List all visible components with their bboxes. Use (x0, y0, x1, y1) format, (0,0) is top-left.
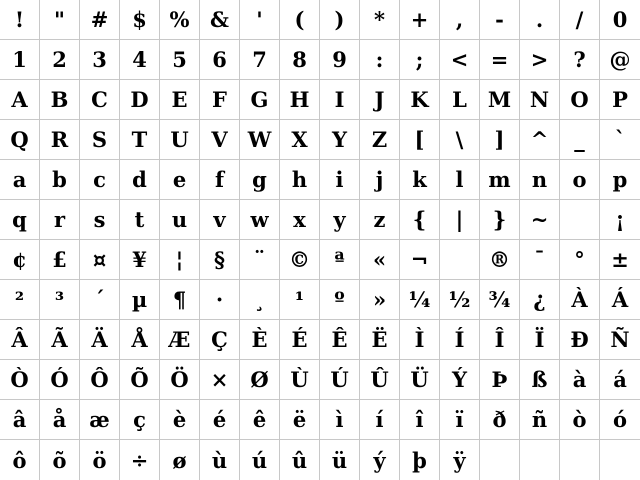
glyph-cell[interactable]: © (280, 240, 320, 280)
glyph-cell[interactable]: R (40, 120, 80, 160)
glyph-cell[interactable]: Z (360, 120, 400, 160)
glyph-cell[interactable]: / (560, 0, 600, 40)
glyph-cell[interactable]: ¨ (240, 240, 280, 280)
glyph-cell[interactable]: ® (480, 240, 520, 280)
glyph-cell[interactable]: ÷ (120, 440, 160, 480)
glyph-cell[interactable]: ë (280, 400, 320, 440)
glyph-cell[interactable]: ò (560, 400, 600, 440)
glyph-cell[interactable]: M (480, 80, 520, 120)
glyph-cell[interactable]: { (400, 200, 440, 240)
glyph-cell[interactable]: à (560, 360, 600, 400)
glyph-cell[interactable]: ! (0, 0, 40, 40)
glyph-cell[interactable]: ÿ (440, 440, 480, 480)
glyph-cell[interactable]: ì (320, 400, 360, 440)
glyph-cell[interactable]: d (120, 160, 160, 200)
glyph-cell[interactable]: L (440, 80, 480, 120)
glyph-cell[interactable]: S (80, 120, 120, 160)
glyph-cell[interactable]: Ð (560, 320, 600, 360)
glyph-cell[interactable]: A (0, 80, 40, 120)
glyph-cell[interactable]: õ (40, 440, 80, 480)
glyph-cell[interactable]: × (200, 360, 240, 400)
glyph-cell[interactable]: 7 (240, 40, 280, 80)
glyph-cell[interactable]: | (440, 200, 480, 240)
glyph-cell[interactable]: ¢ (0, 240, 40, 280)
glyph-cell[interactable]: Y (320, 120, 360, 160)
glyph-cell[interactable]: f (200, 160, 240, 200)
glyph-cell[interactable]: 5 (160, 40, 200, 80)
glyph-cell[interactable]: È (240, 320, 280, 360)
glyph-cell[interactable]: æ (80, 400, 120, 440)
glyph-cell[interactable] (520, 440, 560, 480)
glyph-cell[interactable]: É (280, 320, 320, 360)
glyph-cell[interactable]: 9 (320, 40, 360, 80)
glyph-cell[interactable] (440, 240, 480, 280)
glyph-cell[interactable]: Ø (240, 360, 280, 400)
glyph-cell[interactable]: I (320, 80, 360, 120)
glyph-cell[interactable]: ü (320, 440, 360, 480)
glyph-cell[interactable]: ^ (520, 120, 560, 160)
glyph-cell[interactable]: m (480, 160, 520, 200)
glyph-cell[interactable]: µ (120, 280, 160, 320)
glyph-cell[interactable]: z (360, 200, 400, 240)
glyph-cell[interactable]: ¥ (120, 240, 160, 280)
glyph-cell[interactable]: Q (0, 120, 40, 160)
glyph-cell[interactable]: Ã (40, 320, 80, 360)
glyph-cell[interactable]: å (40, 400, 80, 440)
glyph-cell[interactable]: ½ (440, 280, 480, 320)
glyph-cell[interactable]: h (280, 160, 320, 200)
glyph-cell[interactable]: ] (480, 120, 520, 160)
glyph-cell[interactable]: . (520, 0, 560, 40)
glyph-cell[interactable]: N (520, 80, 560, 120)
glyph-cell[interactable]: ¼ (400, 280, 440, 320)
glyph-cell[interactable] (560, 200, 600, 240)
glyph-cell[interactable]: T (120, 120, 160, 160)
glyph-cell[interactable] (600, 440, 640, 480)
glyph-cell[interactable]: ¿ (520, 280, 560, 320)
glyph-cell[interactable]: Ì (400, 320, 440, 360)
glyph-cell[interactable]: Ô (80, 360, 120, 400)
glyph-cell[interactable]: ö (80, 440, 120, 480)
glyph-cell[interactable]: Â (0, 320, 40, 360)
glyph-cell[interactable]: ¹ (280, 280, 320, 320)
glyph-cell[interactable]: " (40, 0, 80, 40)
glyph-cell[interactable]: ` (600, 120, 640, 160)
glyph-cell[interactable]: P (600, 80, 640, 120)
glyph-cell[interactable]: ª (320, 240, 360, 280)
glyph-cell[interactable]: s (80, 200, 120, 240)
glyph-cell[interactable]: ± (600, 240, 640, 280)
glyph-cell[interactable]: Ñ (600, 320, 640, 360)
glyph-cell[interactable]: 1 (0, 40, 40, 80)
glyph-cell[interactable]: ~ (520, 200, 560, 240)
glyph-cell[interactable]: » (360, 280, 400, 320)
glyph-cell[interactable]: n (520, 160, 560, 200)
glyph-cell[interactable]: W (240, 120, 280, 160)
glyph-cell[interactable]: í (360, 400, 400, 440)
glyph-cell[interactable]: ; (400, 40, 440, 80)
glyph-cell[interactable]: ¤ (80, 240, 120, 280)
glyph-cell[interactable]: g (240, 160, 280, 200)
glyph-cell[interactable]: # (80, 0, 120, 40)
glyph-cell[interactable]: ¾ (480, 280, 520, 320)
glyph-cell[interactable]: i (320, 160, 360, 200)
glyph-cell[interactable]: £ (40, 240, 80, 280)
glyph-cell[interactable]: ô (0, 440, 40, 480)
glyph-cell[interactable]: t (120, 200, 160, 240)
glyph-cell[interactable]: ú (240, 440, 280, 480)
glyph-cell[interactable]: Á (600, 280, 640, 320)
glyph-cell[interactable]: B (40, 80, 80, 120)
glyph-cell[interactable]: H (280, 80, 320, 120)
glyph-cell[interactable]: Î (480, 320, 520, 360)
glyph-cell[interactable]: 2 (40, 40, 80, 80)
glyph-cell[interactable]: Ù (280, 360, 320, 400)
glyph-cell[interactable]: ý (360, 440, 400, 480)
glyph-cell[interactable]: Æ (160, 320, 200, 360)
glyph-cell[interactable]: § (200, 240, 240, 280)
glyph-cell[interactable]: Õ (120, 360, 160, 400)
glyph-cell[interactable]: ¸ (240, 280, 280, 320)
glyph-cell[interactable]: , (440, 0, 480, 40)
glyph-cell[interactable]: e (160, 160, 200, 200)
glyph-cell[interactable]: Å (120, 320, 160, 360)
glyph-cell[interactable]: ° (560, 240, 600, 280)
glyph-cell[interactable]: r (40, 200, 80, 240)
glyph-cell[interactable]: D (120, 80, 160, 120)
glyph-cell[interactable]: Þ (480, 360, 520, 400)
glyph-cell[interactable]: 0 (600, 0, 640, 40)
glyph-cell[interactable]: ù (200, 440, 240, 480)
glyph-cell[interactable]: 6 (200, 40, 240, 80)
glyph-cell[interactable]: ï (440, 400, 480, 440)
glyph-cell[interactable]: 8 (280, 40, 320, 80)
glyph-cell[interactable]: Í (440, 320, 480, 360)
glyph-cell[interactable]: < (440, 40, 480, 80)
glyph-cell[interactable]: « (360, 240, 400, 280)
glyph-cell[interactable]: ´ (80, 280, 120, 320)
glyph-cell[interactable]: Ä (80, 320, 120, 360)
glyph-cell[interactable]: F (200, 80, 240, 120)
glyph-cell[interactable]: x (280, 200, 320, 240)
glyph-cell[interactable]: þ (400, 440, 440, 480)
glyph-cell[interactable]: ¯ (520, 240, 560, 280)
glyph-cell[interactable]: * (360, 0, 400, 40)
glyph-cell[interactable]: c (80, 160, 120, 200)
glyph-cell[interactable] (480, 440, 520, 480)
glyph-cell[interactable]: C (80, 80, 120, 120)
glyph-cell[interactable]: ß (520, 360, 560, 400)
glyph-cell[interactable]: v (200, 200, 240, 240)
glyph-cell[interactable]: $ (120, 0, 160, 40)
glyph-cell[interactable]: U (160, 120, 200, 160)
glyph-cell[interactable] (560, 440, 600, 480)
glyph-cell[interactable]: Ú (320, 360, 360, 400)
glyph-cell[interactable]: & (200, 0, 240, 40)
glyph-cell[interactable]: Ü (400, 360, 440, 400)
glyph-cell[interactable]: ñ (520, 400, 560, 440)
glyph-cell[interactable]: 3 (80, 40, 120, 80)
glyph-cell[interactable]: j (360, 160, 400, 200)
glyph-cell[interactable]: á (600, 360, 640, 400)
glyph-cell[interactable]: o (560, 160, 600, 200)
glyph-cell[interactable]: a (0, 160, 40, 200)
glyph-cell[interactable]: Ý (440, 360, 480, 400)
glyph-cell[interactable]: Ë (360, 320, 400, 360)
glyph-cell[interactable]: - (480, 0, 520, 40)
glyph-cell[interactable]: \ (440, 120, 480, 160)
glyph-cell[interactable]: % (160, 0, 200, 40)
glyph-cell[interactable]: ¶ (160, 280, 200, 320)
glyph-cell[interactable]: V (200, 120, 240, 160)
glyph-cell[interactable]: O (560, 80, 600, 120)
glyph-cell[interactable]: ø (160, 440, 200, 480)
glyph-cell[interactable]: u (160, 200, 200, 240)
glyph-cell[interactable]: Ò (0, 360, 40, 400)
glyph-cell[interactable]: b (40, 160, 80, 200)
glyph-cell[interactable]: ó (600, 400, 640, 440)
glyph-cell[interactable]: X (280, 120, 320, 160)
glyph-cell[interactable]: _ (560, 120, 600, 160)
glyph-cell[interactable]: = (480, 40, 520, 80)
glyph-cell[interactable]: ² (0, 280, 40, 320)
glyph-cell[interactable]: Ê (320, 320, 360, 360)
glyph-cell[interactable]: ê (240, 400, 280, 440)
glyph-cell[interactable]: û (280, 440, 320, 480)
glyph-cell[interactable]: ¦ (160, 240, 200, 280)
glyph-cell[interactable]: ¬ (400, 240, 440, 280)
glyph-cell[interactable]: q (0, 200, 40, 240)
glyph-cell[interactable]: 4 (120, 40, 160, 80)
glyph-cell[interactable]: Û (360, 360, 400, 400)
glyph-cell[interactable]: E (160, 80, 200, 120)
glyph-cell[interactable]: l (440, 160, 480, 200)
glyph-cell[interactable]: K (400, 80, 440, 120)
glyph-cell[interactable]: [ (400, 120, 440, 160)
glyph-cell[interactable]: ð (480, 400, 520, 440)
glyph-cell[interactable]: Ï (520, 320, 560, 360)
glyph-cell[interactable]: î (400, 400, 440, 440)
glyph-cell[interactable]: ³ (40, 280, 80, 320)
glyph-cell[interactable]: Ö (160, 360, 200, 400)
glyph-cell[interactable]: G (240, 80, 280, 120)
glyph-cell[interactable]: > (520, 40, 560, 80)
glyph-cell[interactable]: @ (600, 40, 640, 80)
glyph-cell[interactable]: + (400, 0, 440, 40)
glyph-cell[interactable]: ( (280, 0, 320, 40)
glyph-cell[interactable]: ? (560, 40, 600, 80)
glyph-cell[interactable]: â (0, 400, 40, 440)
glyph-cell[interactable]: ) (320, 0, 360, 40)
glyph-cell[interactable]: À (560, 280, 600, 320)
glyph-cell[interactable]: Ó (40, 360, 80, 400)
glyph-cell[interactable]: : (360, 40, 400, 80)
glyph-cell[interactable]: J (360, 80, 400, 120)
glyph-cell[interactable]: ' (240, 0, 280, 40)
glyph-cell[interactable]: Ç (200, 320, 240, 360)
glyph-cell[interactable]: w (240, 200, 280, 240)
glyph-cell[interactable]: é (200, 400, 240, 440)
glyph-cell[interactable]: p (600, 160, 640, 200)
glyph-cell[interactable]: } (480, 200, 520, 240)
glyph-cell[interactable]: · (200, 280, 240, 320)
glyph-cell[interactable]: y (320, 200, 360, 240)
glyph-cell[interactable]: ¡ (600, 200, 640, 240)
glyph-cell[interactable]: ç (120, 400, 160, 440)
glyph-cell[interactable]: è (160, 400, 200, 440)
glyph-cell[interactable]: k (400, 160, 440, 200)
glyph-cell[interactable]: º (320, 280, 360, 320)
